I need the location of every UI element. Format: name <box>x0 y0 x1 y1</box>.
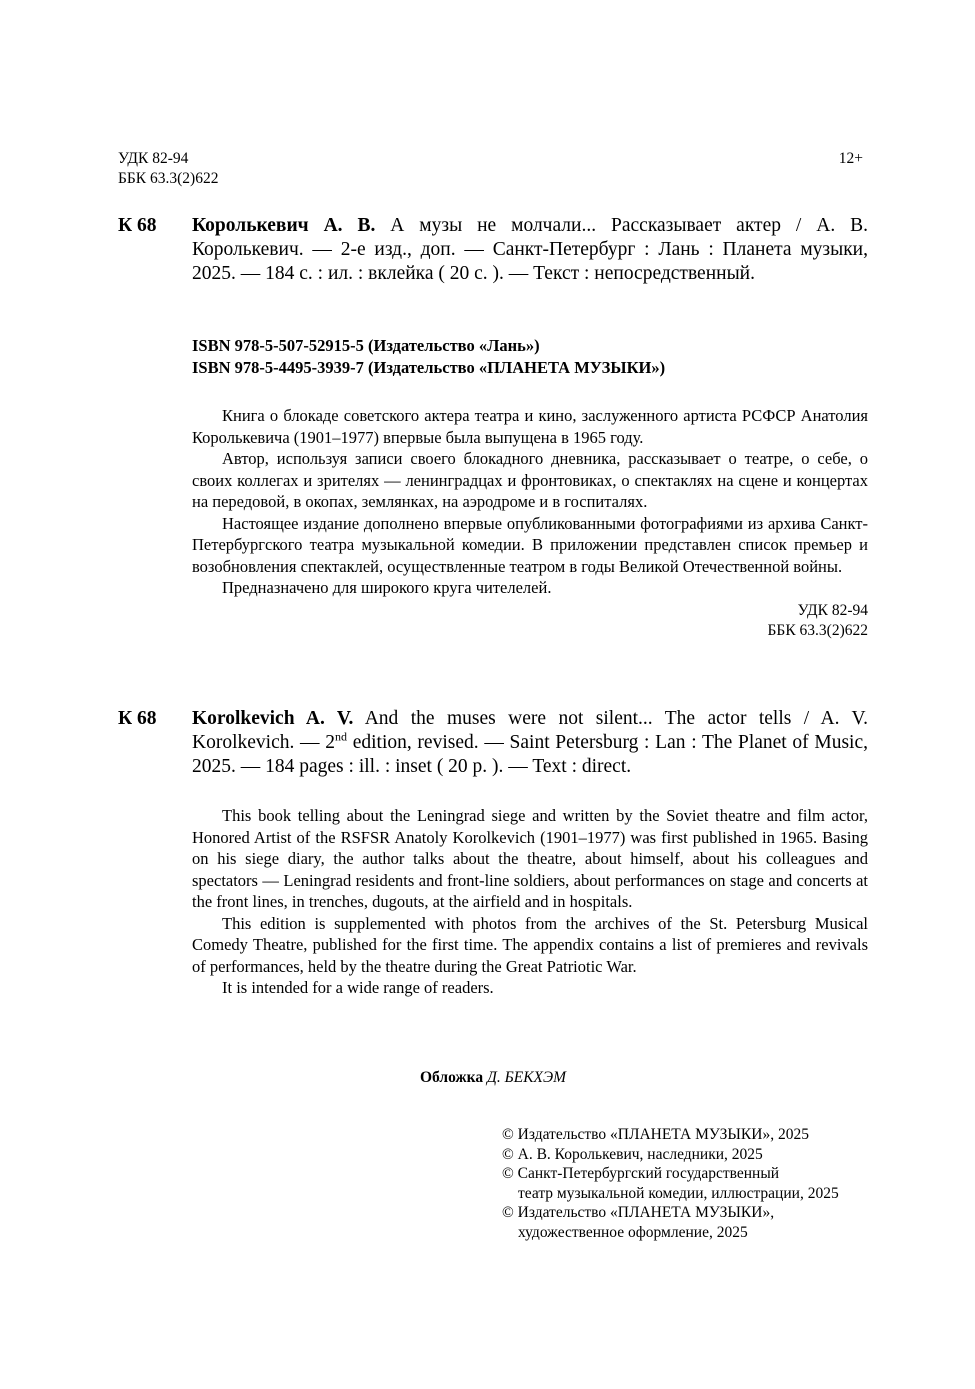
entry-text: edition, revised. — Saint Petersburg : Lan : The Planet of Music, 2025. — 184 pages : ill. : inset ( 20 p. ). — Text : direct. <box>192 732 868 777</box>
author-mark: К 68 <box>118 708 157 729</box>
author-name: Korolkevich A. V. <box>192 708 354 729</box>
en-abstract <box>192 805 868 999</box>
copyright-line: © А. В. Королькевич, наследники, 2025 <box>502 1145 763 1163</box>
copyright-line: © Издательство «ПЛАНЕТА МУЗЫКИ», <box>502 1204 775 1221</box>
author-mark: К 68 <box>118 215 157 236</box>
abstract-paragraph: It is intended for a wide range of readers. <box>222 978 494 997</box>
abstract-paragraph: Книга о блокаде советского актера театра и кино, заслуженного артиста РСФСР Анатолия Королькевича (1901–1977) впервые была выпущена в 1965 году. <box>192 406 868 447</box>
cover-credit <box>0 1069 975 1087</box>
udk-code: УДК 82-94 <box>118 150 189 167</box>
en-bibliographic-entry <box>118 707 868 779</box>
age-rating: 12+ <box>838 150 863 167</box>
classification-codes <box>118 149 218 189</box>
copyright-line: театр музыкальной комедии, иллюстрации, 2025 <box>518 1184 839 1202</box>
copyright-line: © Издательство «ПЛАНЕТА МУЗЫКИ», 2025 <box>502 1126 809 1143</box>
copyright-line: художественное оформление, 2025 <box>518 1223 748 1241</box>
entry-text: А музы не молчали... Рассказывает актер / А. В. Королькевич. — 2-е изд., доп. — Санкт-Петербург : Лань : Планета музыки, 2025. — 184 с. : ил. : вклейка ( 20 с. ). — Текст : непосредственный. <box>192 215 868 284</box>
cover-artist: Д. БЕКХЭМ <box>487 1069 567 1086</box>
ru-bibliographic-entry <box>118 214 868 286</box>
abstract-paragraph: This book telling about the Leningrad siege and written by the Soviet theatre and film actor, Honored Artist of the RSFSR Anatoly Korolkevich (1901–1977) was first published in 1965. Basing on his siege diary, the author talks about the theatre, about himself, about his colleagues and spectators — Leningrad residents and front-line soldiers, about performances on stage and concerts at the front lines, in trenches, dugouts, at the airfield and in hospitals. <box>192 806 868 911</box>
bbk-code: ББК 63.3(2)622 <box>118 170 219 187</box>
bbk-code: ББК 63.3(2)622 <box>767 621 868 639</box>
ru-abstract <box>192 405 868 641</box>
copyright-line: © Санкт-Петербургский государственный <box>502 1165 780 1182</box>
author-name: Королькевич А. В. <box>192 215 376 236</box>
udk-code: УДК 82-94 <box>797 601 868 619</box>
isbn-block <box>192 335 665 379</box>
isbn-lan: ISBN 978-5-507-52915-5 (Издательство «Лань») <box>192 336 540 355</box>
superscript: nd <box>335 729 347 744</box>
copyright-block <box>502 1125 839 1242</box>
abstract-paragraph: Настоящее издание дополнено впервые опубликованными фотографиями из архива Санкт-Петербургского театра музыкальной комедии. В приложении представлен список премьер и возобновления спектаклей, осуществленные театром в годы Великой Отечественной войны. <box>192 513 868 576</box>
entry-text: And the muses were not silent... The actor tells / A. V. Korolkevich. — 2 <box>192 708 869 753</box>
abstract-paragraph: This edition is supplemented with photos from the archives of the St. Petersburg Musical Comedy Theatre, published for the first time. The appendix contains a list of premieres and revivals of performances, held by the theatre during the Great Patriotic War. <box>192 913 868 976</box>
abstract-paragraph: Автор, используя записи своего блокадного дневника, рассказывает о театре, о себе, о своих коллегах и зрителях — ленинградцах и фронтовиках, о спектаклях на сцене и концертах на передовой, в окопах, землянках, на аэродроме и в госпиталях. <box>192 449 868 511</box>
isbn-planeta: ISBN 978-5-4495-3939-7 (Издательство «ПЛАНЕТА МУЗЫКИ») <box>192 358 666 377</box>
cover-label: Обложка <box>419 1069 484 1086</box>
abstract-paragraph: Предназначено для широкого круга чителелей. <box>222 578 552 597</box>
